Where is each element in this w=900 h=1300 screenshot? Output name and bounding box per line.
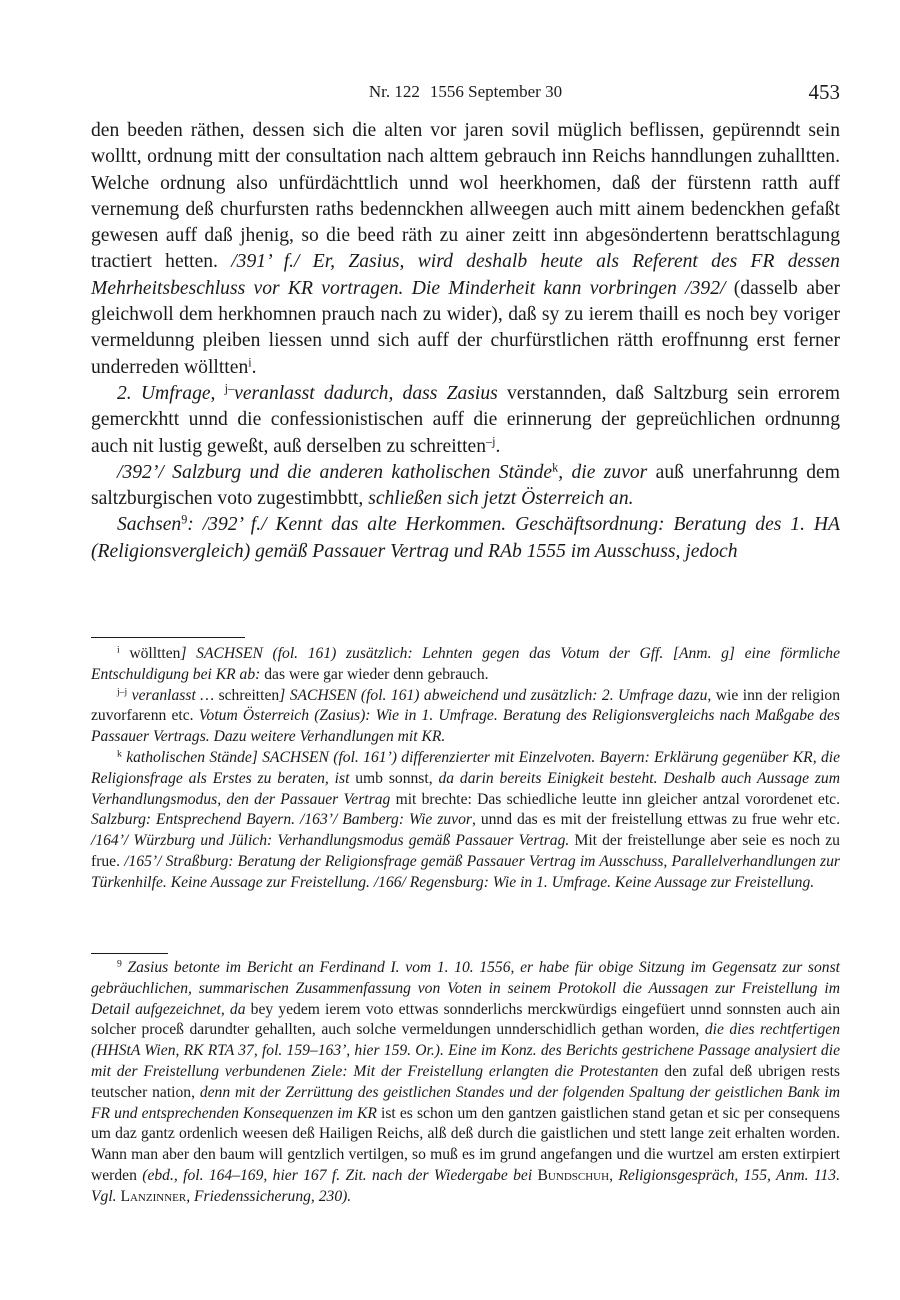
source-text: den zufal deß ubrigen rests teutscher nation,: [91, 1062, 840, 1101]
editorial-text: /391’ f./ Er, Zasius, wird deshalb heute als Referent des FR dessen Mehrheitsbeschluss vor KR vortragen. Die Minderheit kann vorbringen /392/: [91, 251, 840, 299]
commentary-notes: [91, 958, 840, 1208]
editorial-text: veranlasst dadurch, dass Zasius: [234, 382, 498, 404]
editorial-text: (ebd., fol. 164–169, hier 167 f. Zit. nach der Wiedergabe bei: [142, 1166, 538, 1184]
source-text: , unnd das es mit der freistellung ettwas zu frue wehr etc.: [471, 811, 840, 829]
source-text: den beeden räthen, dessen sich die alten vor jaren sovil müglich beflissen, gepürenndt sein wolltt, ordnung mitt der consultation nach alttem gebrauch inn Reichs hanndlungen zuhalltten. Welche ordnung also unfürdächttlich unnd wol heerkhomen, daß der fürstenn ratth auff vernemung deß churfursten raths bedennckhen allweegen auch mitt ainem bedenckhen gefaßt gewesen auff daß jhenig, so die beed räth zu ainer zeitt inn abgesöndertenn berattschlagung tractiert hetten.: [91, 120, 840, 273]
source-text: bey yedem ierem voto ettwas sonnderlichs merckwürdigs eingefüert unnd sonnsten auch ain solcher proceß darundter gehallten, auch solche vermeldungen unnderschidlich gethan worden,: [91, 1000, 840, 1039]
source-text: ist es schon um den gantzen gaistlichen stand getan et sic per consequens um daz gantz ordenlich weesen deß Hailigen Reichs, alß deß durch die gaistlichen und stett lange zeit erhalten worden. Wann man aber den baum will gentzlich vertilgen, so muß es im grund angefangen und die wurtzel am ersten extirpiert werden: [91, 1104, 840, 1184]
editorial-text: katholischen Stände] SACHSEN (fol. 161’) differenzierter mit Einzelvoten. Bayern: Erklärung gegenüber KR, die Religionsfrage als Erstes zu beraten, ist: [91, 748, 840, 787]
commentary-notes-rule: [91, 953, 168, 954]
running-head: [91, 82, 840, 102]
variant-note-i: [91, 644, 840, 686]
editorial-text: , die zuvor: [558, 461, 648, 483]
editorial-text: schließen sich jetzt Österreich an.: [368, 488, 634, 510]
editorial-text: die dies rechtfertigen (HHStA Wien, RK RTA 37, fol. 159–163’, hier 159. Or.). Eine im Konz. des Berichts gestrichene Passage analysiert die mit der Freistellung verbundenen Ziele: Mit der Freistellung erlangten die Protestanten: [91, 1021, 840, 1080]
source-text: wölltten: [129, 645, 181, 662]
source-text: auß unerfahrunng dem saltzburgischen voto zugestimbbtt,: [91, 461, 840, 510]
page-number: 453: [808, 80, 840, 104]
editorial-text: 2. Umfrage,: [117, 382, 225, 404]
commentary-note-9: [91, 958, 840, 1208]
variant-note-j: [91, 686, 840, 748]
main-text: [91, 118, 840, 565]
author-name: Lanzinner: [120, 1187, 187, 1205]
footnote-marker: k: [552, 460, 559, 475]
editorial-text: /165’/ Straßburg: Beratung der Religionsfrage gemäß Passauer Vertrag im Ausschuss, Parallelverhandlungen zur Türkenhilfe. Keine Aussage zur Freistellung. /166/ Regensburg: Wie in 1. Umfrage. Keine Aussage zur Freistellung.: [91, 852, 840, 891]
editorial-text: Salzburg: Entsprechend Bayern. /163’/ Bamberg: Wie zuvor: [91, 811, 472, 829]
footnote-marker: 9: [117, 958, 122, 970]
source-text: umb sonnst,: [349, 769, 439, 787]
page-header: [91, 80, 840, 106]
document-number: Nr. 122: [368, 82, 420, 101]
editorial-text: Zasius betonte im Bericht an Ferdinand I. vom 1. 10. 1556, er habe für obige Sitzung im Gegensatz zur sonst gebräuchlichen, summarischen Zusammenfassung von Voten in seinem Protokoll die Aussagen zur Freistellung im Detail aufgezeichnet, da: [91, 959, 840, 1018]
editorial-text: , Religionsgespräch, 155, Anm. 113. Vgl.: [91, 1166, 840, 1205]
source-text: .: [495, 435, 501, 457]
author-name: Bundschuh: [537, 1166, 610, 1184]
footnote-marker: j–j: [117, 686, 128, 698]
editorial-text: denn mit der Zerrüttung des geistlichen Standes und der folgenden Spaltung der geistlichen Bank im FR und entsprechenden Konsequenzen im KR: [91, 1083, 840, 1122]
editorial-text: ] SACHSEN (fol. 161) abweichend und zusätzlich: 2. Umfrage dazu,: [279, 686, 712, 704]
footnote-marker: i: [117, 644, 120, 656]
editorial-text: /392’/ Salzburg und die anderen katholischen Stände: [117, 461, 553, 483]
source-text: wie inn der religion zuvorfarenn etc.: [91, 686, 841, 725]
footnote-marker: 9: [181, 512, 188, 527]
source-text: (dasselb aber gleichwoll dem herkhomnen prauch nach zu wider), daß sy zu ierem thaill es noch bey voriger vermeldunng pleiben liessen unnd sich auff der churfürstlichen rätth eroffnunng erst ferner underreden wölltten: [91, 277, 840, 378]
footnote-marker: i: [248, 355, 252, 369]
editorial-text: da darin bereits Einigkeit besteht. Deshalb auch Aussage zum Verhandlungsmodus, den der Passauer Vertrag: [91, 769, 840, 808]
variant-note-k: [91, 748, 840, 894]
variant-notes-rule: [91, 637, 245, 638]
editorial-text: : /392’ f./ Kennt das alte Herkommen. Geschäftsordnung: Beratung des 1. HA (Religionsvergleich) gemäß Passauer Vertrag und RAb 1555 im Ausschuss, jedoch: [91, 514, 840, 562]
source-text: schreitten: [218, 686, 280, 704]
document-date: 1556 September 30: [429, 82, 563, 101]
footnote-marker: j–: [224, 381, 235, 396]
editorial-text: , Friedenssicherung, 230).: [186, 1187, 352, 1205]
paragraph-3: [91, 460, 840, 513]
editorial-text: /164’/ Würzburg und Jülich: Verhandlungsmodus gemäß Passauer Vertrag.: [91, 832, 570, 850]
source-text: das were gar wieder denn gebrauch.: [260, 665, 489, 683]
editorial-text: veranlasst …: [131, 686, 219, 704]
paragraph-4: [91, 512, 840, 565]
paragraph-2: [91, 381, 840, 460]
paragraph-1: [91, 118, 840, 381]
editorial-text: Votum Österreich (Zasius): Wie in 1. Umfrage. Beratung des Religionsvergleichs nach Maßgabe des Passauer Vertrags. Dazu weitere Verhandlungen mit KR.: [91, 707, 840, 746]
editorial-text: Sachsen: [117, 514, 182, 536]
variant-notes: [91, 644, 840, 894]
source-text: verstannden, daß Saltzburg sein errorem gemerckhtt unnd die confessionistischen auff die erinnerung der gepreüchlichen ordnunng auch nit lustig geweßt, auß derselben zu schreitten: [91, 382, 840, 457]
footnote-marker: –j: [486, 433, 496, 448]
source-text: .: [251, 356, 257, 378]
footnote-marker: k: [117, 748, 122, 760]
editorial-text: ] SACHSEN (fol. 161) zusätzlich: Lehnten gegen das Votum der Gff. [Anm. g] eine förmliche Entschuldigung bei KR ab:: [91, 645, 841, 683]
source-text: mit brechte: Das schiedliche leutte inn gleicher antzal vorordenet etc.: [390, 790, 840, 808]
source-text: Mit der freistellunge aber seie es noch zu frue.: [91, 832, 840, 870]
